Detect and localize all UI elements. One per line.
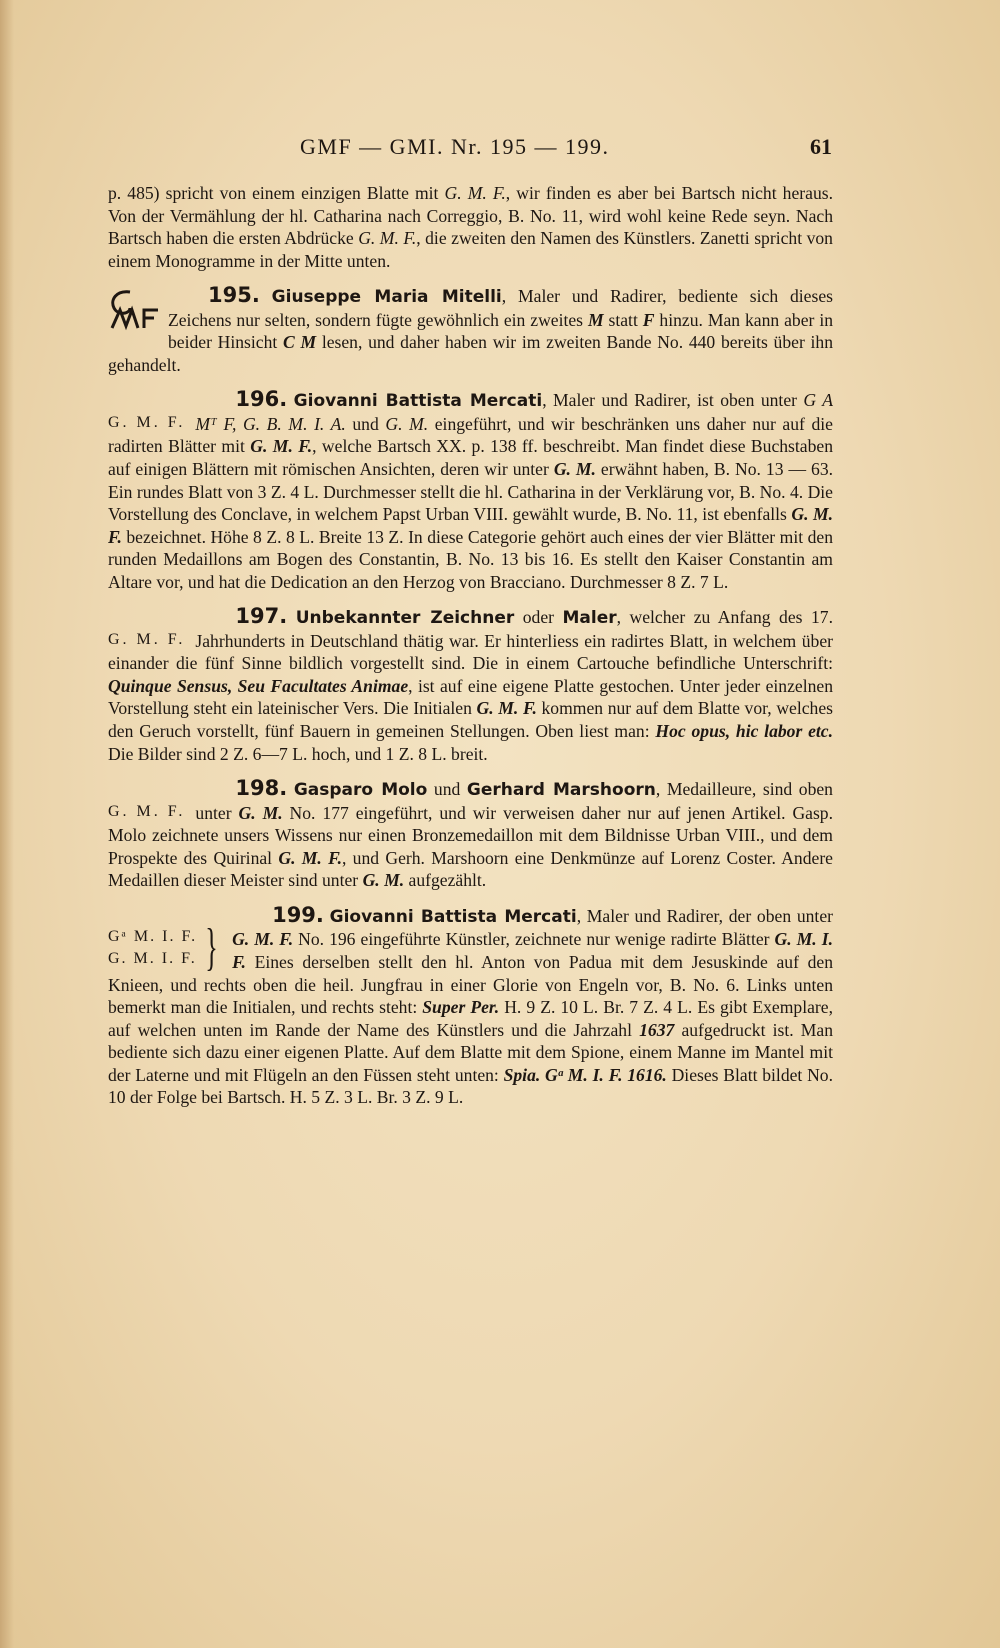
page-header bbox=[300, 134, 832, 168]
entry-198-text: 198. Gasparo Molo und Gerhard Marshoorn, Medailleure, sind oben unter G. M. No. 177 eingeführt, und wir verweisen daher nur auf jenen Artikel. Gasp. Molo zeichnete unsers Wissens nur einen Bronzemedaillon mit dem Bildnisse Urban VIII., und dem Prospekte des Quirinal G. M. F., und Gerh. Marshoorn eine Denkmünze auf Lorenz Coster. Andere Medaillen dieser Meister sind unter G. M. aufgezählt. bbox=[108, 776, 833, 891]
entry-197-text: 197. Unbekannter Zeichner oder Maler, welcher zu Anfang des 17. Jahrhunderts in Deutschland thätig war. Er hinterliess ein radirtes Blatt, in welchem über einander die fünf Sinne bildlich vorgestellt sind. Die in einem Cartouche befindliche Unterschrift: Quinque Sensus, Seu Facultates Animae, ist auf eine eigene Platte gestochen. Unter jeder einzelnen Vorstellung steht ein lateinischer Vers. Die Initialen G. M. F. kommen nur auf dem Blatte vor, welches den Geruch vorstellt, fünf Bauern in gemeinen Stellungen. Oben liest man: Hoc opus, hic labor etc. Die Bilder sind 2 Z. 6—7 L. hoch, und 1 Z. 8 L. breit. bbox=[108, 604, 833, 764]
entry-196-monogram: G. M. F. bbox=[108, 414, 186, 432]
entry-195-text: 195. Giuseppe Maria Mitelli, Maler und Radirer, bediente sich dieses Zeichens nur selten, sondern fügte gewöhnlich ein zweites M statt F hinzu. Man kann aber in beider Hinsicht C M lesen, und daher haben wir im zweiten Bande No. 440 bereits über ihn gehandelt. bbox=[108, 283, 834, 375]
intro-paragraph: p. 485) spricht von einem einzigen Blatte mit G. M. F., wir finden es aber bei Bartsch nicht heraus. Von der Vermählung der hl. Catharina nach Correggio, B. No. 11, wird wohl keine Rede seyn. Nach Bartsch haben die ersten Abdrücke G. M. F., die zweiten den Namen des Künstlers. Zanetti spricht von einem Monogramme in der Mitte unten. bbox=[108, 183, 833, 271]
entry-195 bbox=[108, 284, 833, 376]
entry-197-monogram: G. M. F. bbox=[108, 631, 186, 649]
entry-199-monogram: Gᵃ M. I. F. G. M. I. F. } bbox=[108, 918, 218, 976]
text-block bbox=[108, 182, 833, 1109]
entry-196 bbox=[108, 388, 833, 593]
entry-198 bbox=[108, 777, 833, 892]
entry-196-text: 196. Giovanni Battista Mercati, Maler und Radirer, ist oben unter G A Mᵀ F, G. B. M. I. A. und G. M. eingeführt, und wir beschränken uns daher nur auf die radirten Blätter mit G. M. F., welche Bartsch XX. p. 138 ff. beschreibt. Man findet diese Buchstaben auf einigen Blättern mit römischen Ansichten, deren wir unter G. M. erwähnt haben, B. No. 13 — 63. Ein rundes Blatt von 3 Z. 4 L. Durchmesser stellt die hl. Catharina in der Verklärung vor, B. No. 4. Die Vorstellung des Conclave, in welchem Papst Urban VIII. gewählt wurde, B. No. 11, ist ebenfalls G. M. F. bezeichnet. Höhe 8 Z. 8 L. Breite 13 Z. In diese Categorie gehört auch eines der vier Blätter mit den runden Medaillons am Bogen des Constantin, B. No. 13 bis 16. Es stellt den Kaiser Constantin am Altare vor, und hat die Dedication an den Herzog von Bracciano. Durchmesser 8 Z. 7 L. bbox=[108, 387, 834, 592]
gmf-monogram-icon bbox=[108, 286, 162, 332]
page-edge-shadow bbox=[0, 0, 14, 1648]
entry-197 bbox=[108, 605, 833, 765]
entry-199-text: 199. Giovanni Battista Mercati, Maler und Radirer, der oben unter G. M. F. No. 196 eingeführte Künstler, zeichnete nur wenige radirte Blätter G. M. I. F. Eines derselben stellt den hl. Anton von Padua mit dem Jesuskinde auf den Knieen, und rechts oben die heil. Jungfrau in einer Glorie von Engeln vor, B. No. 6. Links unten bemerkt man die Initialen, und rechts steht: Super Per. H. 9 Z. 10 L. Br. 7 Z. 4 L. Es gibt Exemplare, auf welchen unten im Rande der Name des Künstlers und die Jahrzahl 1637 aufgedruckt ist. Man bediente sich dazu einer eigenen Platte. Auf dem Blatte mit dem Spione, einem Manne im Mantel mit der Laterne und mit Flügeln an den Füssen steht unten: Spia. Gᵃ M. I. F. 1616. Dieses Blatt bildet No. 10 der Folge bei Bartsch. H. 5 Z. 3 L. Br. 3 Z. 9 L. bbox=[108, 902, 833, 1108]
brace-icon: } bbox=[205, 918, 218, 976]
running-head: GMF — GMI. Nr. 195 — 199. bbox=[300, 134, 610, 159]
entry-198-monogram: G. M. F. bbox=[108, 803, 186, 821]
page-number: 61 bbox=[810, 134, 832, 159]
entry-199 bbox=[108, 904, 833, 1109]
